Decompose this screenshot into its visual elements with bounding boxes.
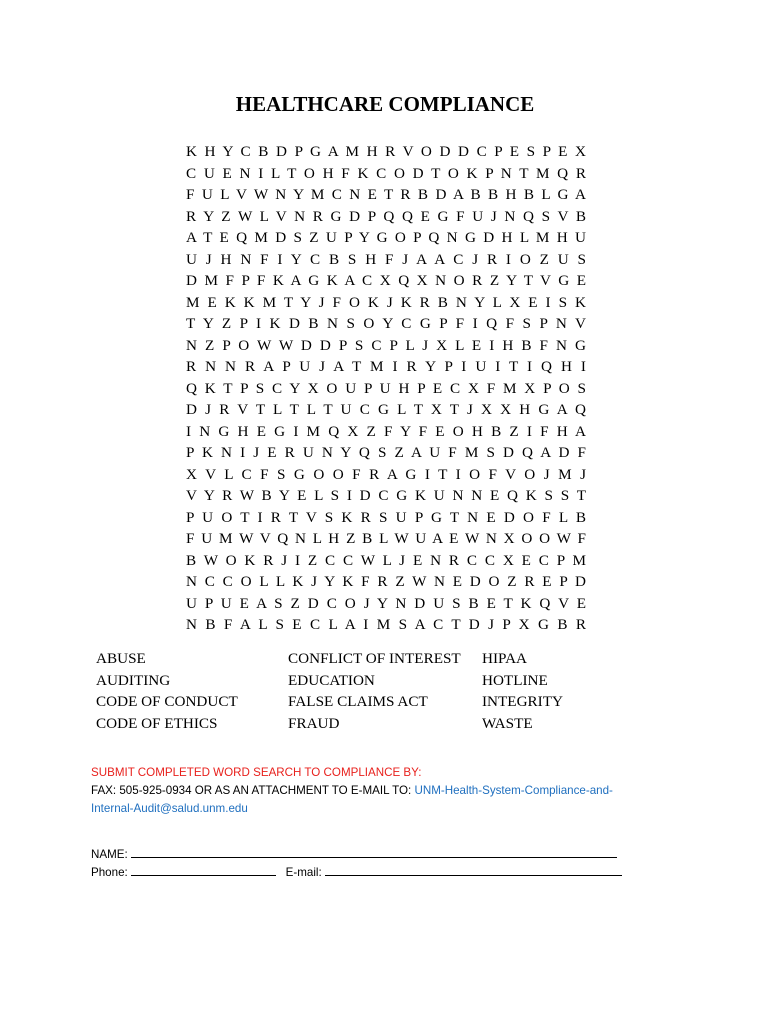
email-link[interactable]: UNM-Health-System-Compliance-and- — [414, 784, 613, 797]
word-item: INTEGRITY — [482, 693, 563, 711]
grid-row: N C C O L L K J Y K F R Z W N E D O Z R E P D — [186, 573, 586, 590]
word-item: CONFLICT OF INTEREST — [288, 650, 461, 667]
word-item: WASTE — [482, 714, 533, 732]
grid-row: F U L V W N Y M C N E T R B D A B B H B L G A — [186, 186, 586, 203]
email-link-continued[interactable]: Internal-Audit@salud.unm.edu — [91, 802, 248, 815]
grid-row: A T E Q M D S Z U P Y G O P Q N G D H L M H U — [186, 229, 586, 246]
word-item: HOTLINE — [482, 671, 548, 689]
grid-row: X V L C F S G O O F R A G I T I O F V O J M J — [186, 465, 586, 483]
name-field[interactable] — [131, 846, 617, 858]
grid-row: M E K K M T Y J F O K J K R B N Y L X E I S K — [186, 293, 586, 311]
name-label: NAME: — [91, 848, 128, 861]
grid-row: T Y Z P I K D B N S O Y C G P F I Q F S P N V — [186, 315, 586, 332]
word-list-column-3 — [482, 648, 563, 734]
word-item: HIPAA — [482, 650, 528, 667]
word-item: ABUSE — [96, 650, 146, 667]
grid-row: R N N R A P U J A T M I R Y P I U I T I Q H I — [186, 358, 586, 375]
grid-row: D J R V T L T L T U C G L T X T J X X H G A Q — [186, 401, 586, 418]
grid-row: I N G H E G I M Q X Z F Y F E O H B Z I F H A — [186, 422, 586, 440]
word-list-column-2 — [288, 648, 461, 734]
submission-instructions — [91, 764, 681, 818]
grid-row: U P U E A S Z D C O J Y N D U S B E T K Q V E — [186, 594, 586, 612]
word-item: CODE OF CONDUCT — [96, 693, 238, 711]
grid-row: U J H N F I Y C B S H F J A A C J R I O Z U S — [186, 250, 586, 268]
word-item: FRAUD — [288, 714, 340, 732]
contact-form — [91, 846, 681, 882]
email-field[interactable] — [325, 864, 622, 876]
grid-row: D M F P F K A G K A C X Q X N O R Z Y T V G E — [186, 272, 586, 289]
word-item: CODE OF ETHICS — [96, 714, 218, 732]
word-item: EDUCATION — [288, 671, 375, 689]
page-title: HEALTHCARE COMPLIANCE — [235, 92, 535, 116]
grid-row: R Y Z W L V N R G D P Q Q E G F U J N Q S V B — [186, 207, 586, 225]
word-search-grid — [186, 141, 586, 636]
fax-line — [91, 782, 681, 800]
grid-row: N Z P O W W D D P S C P L J X L E I H B F N G — [186, 336, 586, 354]
grid-row: N B F A L S E C L A I M S A C T D J P X G B R — [186, 616, 586, 633]
email-line — [91, 800, 681, 818]
phone-label: Phone: — [91, 866, 128, 879]
grid-row: P U O T I R T V S K R S U P G T N E D O F L B — [186, 508, 586, 526]
word-item: AUDITING — [96, 671, 171, 689]
name-row — [91, 846, 681, 864]
email-label: E-mail: — [285, 866, 322, 879]
grid-row: C U E N I L T O H F K C O D T O K P N T M Q R — [186, 164, 586, 182]
grid-row: V Y R W B Y E L S I D C G K U N N E Q K S S T — [186, 487, 586, 504]
submit-heading: SUBMIT COMPLETED WORD SEARCH TO COMPLIANCE BY: — [91, 766, 422, 779]
grid-row: K H Y C B D P G A M H R V O D D C P E S P E X — [186, 143, 586, 160]
fax-text: FAX: 505-925-0934 OR AS AN ATTACHMENT TO E-MAIL TO: — [91, 784, 415, 797]
grid-row: P K N I J E R U N Y Q S Z A U F M S D Q A D F — [186, 444, 586, 461]
phone-email-row — [91, 864, 681, 882]
grid-row: Q K T P S C Y X O U P U H P E C X F M X P O S — [186, 379, 586, 397]
word-item: FALSE CLAIMS ACT — [288, 693, 428, 711]
phone-field[interactable] — [131, 864, 276, 876]
grid-row: F U M W V Q N L H Z B L W U A E W N X O O W F — [186, 530, 586, 547]
grid-row: B W O K R J I Z C C W L J E N R C C X E C P M — [186, 551, 586, 569]
word-list-column-1 — [96, 648, 238, 734]
